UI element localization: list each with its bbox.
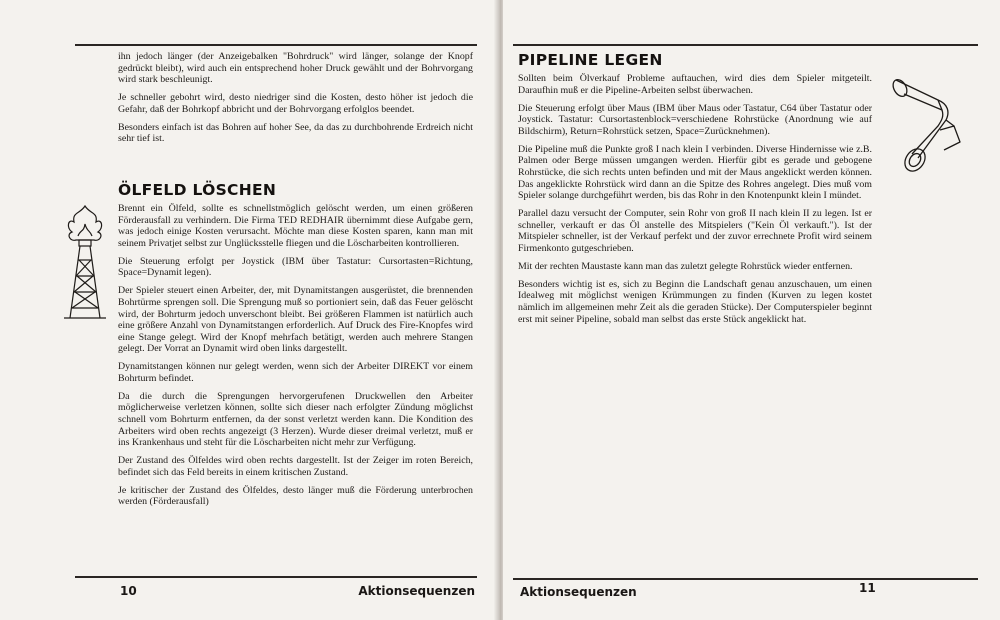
paragraph: Die Pipeline muß die Punkte groß I nach klein I verbinden. Diverse Hindernisse wie z.B. Palmen oder Berge müssen umgangen werden. Hierfür gibt es gerade und gebogene Rohrstücke, die sich rechts unten befinden und mit der Maus angeklickt werden können. Das angeklickte Rohrstück wird dann an die Spitze des Rohres angelegt. Dies muß vom Spieler solange durchgeführt werden, bis das Rohr in den Knotenpunkt klein I mündet. [518,143,872,202]
bent-pipe-icon [888,72,968,187]
page-number: 10 [120,584,137,598]
section-title-pipeline-legen: PIPELINE LEGEN [518,51,663,69]
paragraph: Da die durch die Sprengungen hervorgerufenen Druckwellen den Arbeiter möglicherweise verletzen können, sollte sich dieser nach erfolgter Zündung möglichst schnell vom Bohrturm entfernen, da der sonst verletzt werden kann. Die Kondition des Arbeiters wird oben rechts angezeigt (3 Herzen). Wurde dieser dreimal verletzt, muß er ins Krankenhaus und steht für die Löscharbeiten nicht mehr zur Verfügung. [118,390,473,449]
section-title-oelfeld-loeschen: ÖLFELD LÖSCHEN [118,181,277,199]
paragraph: Je kritischer der Zustand des Ölfeldes, desto länger muß die Förderung unterbrochen werden (Förderausfall) [118,484,473,508]
paragraph: Der Zustand des Ölfeldes wird oben rechts dargestellt. Ist der Zeiger im roten Bereich, befindet sich das Feld bereits in einem kritischen Zustand. [118,455,473,478]
oelfeld-text-block [118,203,473,508]
running-title: Aktionsequenzen [520,585,637,599]
paragraph: Parallel dazu versucht der Computer, sein Rohr von groß II nach klein II zu legen. Ist er schneller, verkauft er das Öl anstelle des Mitspielers ("Kein Öl verkauft."). Ist der Mitspieler schneller, ist der Verkauf perfekt und der zuvor errechnete Profit wird seinem Firmenkonto gutgeschrieben. [518,208,872,254]
intro-text-block [118,51,473,145]
page-number: 11 [859,581,876,595]
paragraph: Die Steuerung erfolgt per Joystick (IBM über Tastatur: Cursortasten=Richtung, Space=Dynamit legen). [118,255,473,279]
burning-oil-derrick-icon [60,200,110,329]
paragraph: Brennt ein Ölfeld, sollte es schnellstmöglich gelöscht werden, um einen größeren Förderausfall zu verhindern. Die Firma TED REDHAIR übernimmt diese Aufgabe gern, was jedoch einige Kosten verursacht. Möchte man diese Kosten sparen, kann man mit seinem Privatjet selbst zur Unglücksstelle fliegen und die Löscharbeiten kontrollieren. [118,203,473,249]
paragraph: Besonders wichtig ist es, sich zu Beginn die Landschaft genau anzuschauen, um einen Idealweg mit möglichst wenigen Krümmungen zu finden (Kurven zu legen kostet nämlich im allgemeinen mehr Zeit als die geraden Stücke). Der Computerspieler beginnt erst mit seiner Pipeline, sobald man selbst das erste Stück angeklickt hat. [518,278,872,325]
paragraph: ihn jedoch länger (der Anzeigebalken "Bohrdruck" wird länger, solange der Knopf gedrückt bleibt), wird auch ein entsprechend hoher Druck gewählt und der Bohrvorgang wird stark beschleunigt. [118,51,473,86]
paragraph: Die Steuerung erfolgt über Maus (IBM über Maus oder Tastatur, C64 über Tastatur oder Joystick. Tastatur: Cursortastenblock=verschiedene Rohrstücke (Anordnung wie auf Bildschirm), Return=Rohrstück setzen, Space=Zurücknehmen). [518,102,872,137]
paragraph: Mit der rechten Maustaste kann man das zuletzt gelegte Rohrstück wieder entfernen. [518,260,853,272]
running-title: Aktionsequenzen [358,584,475,598]
pipeline-text-block [518,73,872,325]
right-page [503,0,1000,620]
paragraph: Je schneller gebohrt wird, desto niedriger sind die Kosten, desto höher ist jedoch die Gefahr, daß der Bohrkopf abbricht und der Bohrvorgang erfolglos beendet. [118,92,473,115]
paragraph: Dynamitstangen können nur gelegt werden, wenn sich der Arbeiter DIREKT vor einem Bohrturm befindet. [118,361,473,384]
left-page [0,0,497,620]
header-rule [75,44,477,46]
footer-rule [75,576,477,578]
footer-rule [513,578,978,580]
paragraph: Der Spieler steuert einen Arbeiter, der, mit Dynamitstangen ausgerüstet, die brennenden Bohrtürme sprengen soll. Die Sprengung muß so portioniert sein, daß das Feuer gelöscht wird, der Bohrturm jedoch unverschont bleibt. Bei größeren Flammen ist natürlich auch eine größere Anzahl von Dynamitstangen erforderlich. Auf Druck des Fire-Knopfes wird eine Stange gelegt. Wird der Knopf mehrfach betätigt, werden auch mehrere Stangen gelegt. Der Vorrat an Dynamit wird oben links dargestellt. [118,285,473,355]
paragraph: Besonders einfach ist das Bohren auf hoher See, da das zu durchbohrende Erdreich nicht sehr tief ist. [118,121,473,145]
paragraph: Sollten beim Ölverkauf Probleme auftauchen, wird dies dem Spieler mitgeteilt. Daraufhin muß er die Pipeline-Arbeiten selbst überwachen. [518,73,872,96]
header-rule [513,44,978,46]
